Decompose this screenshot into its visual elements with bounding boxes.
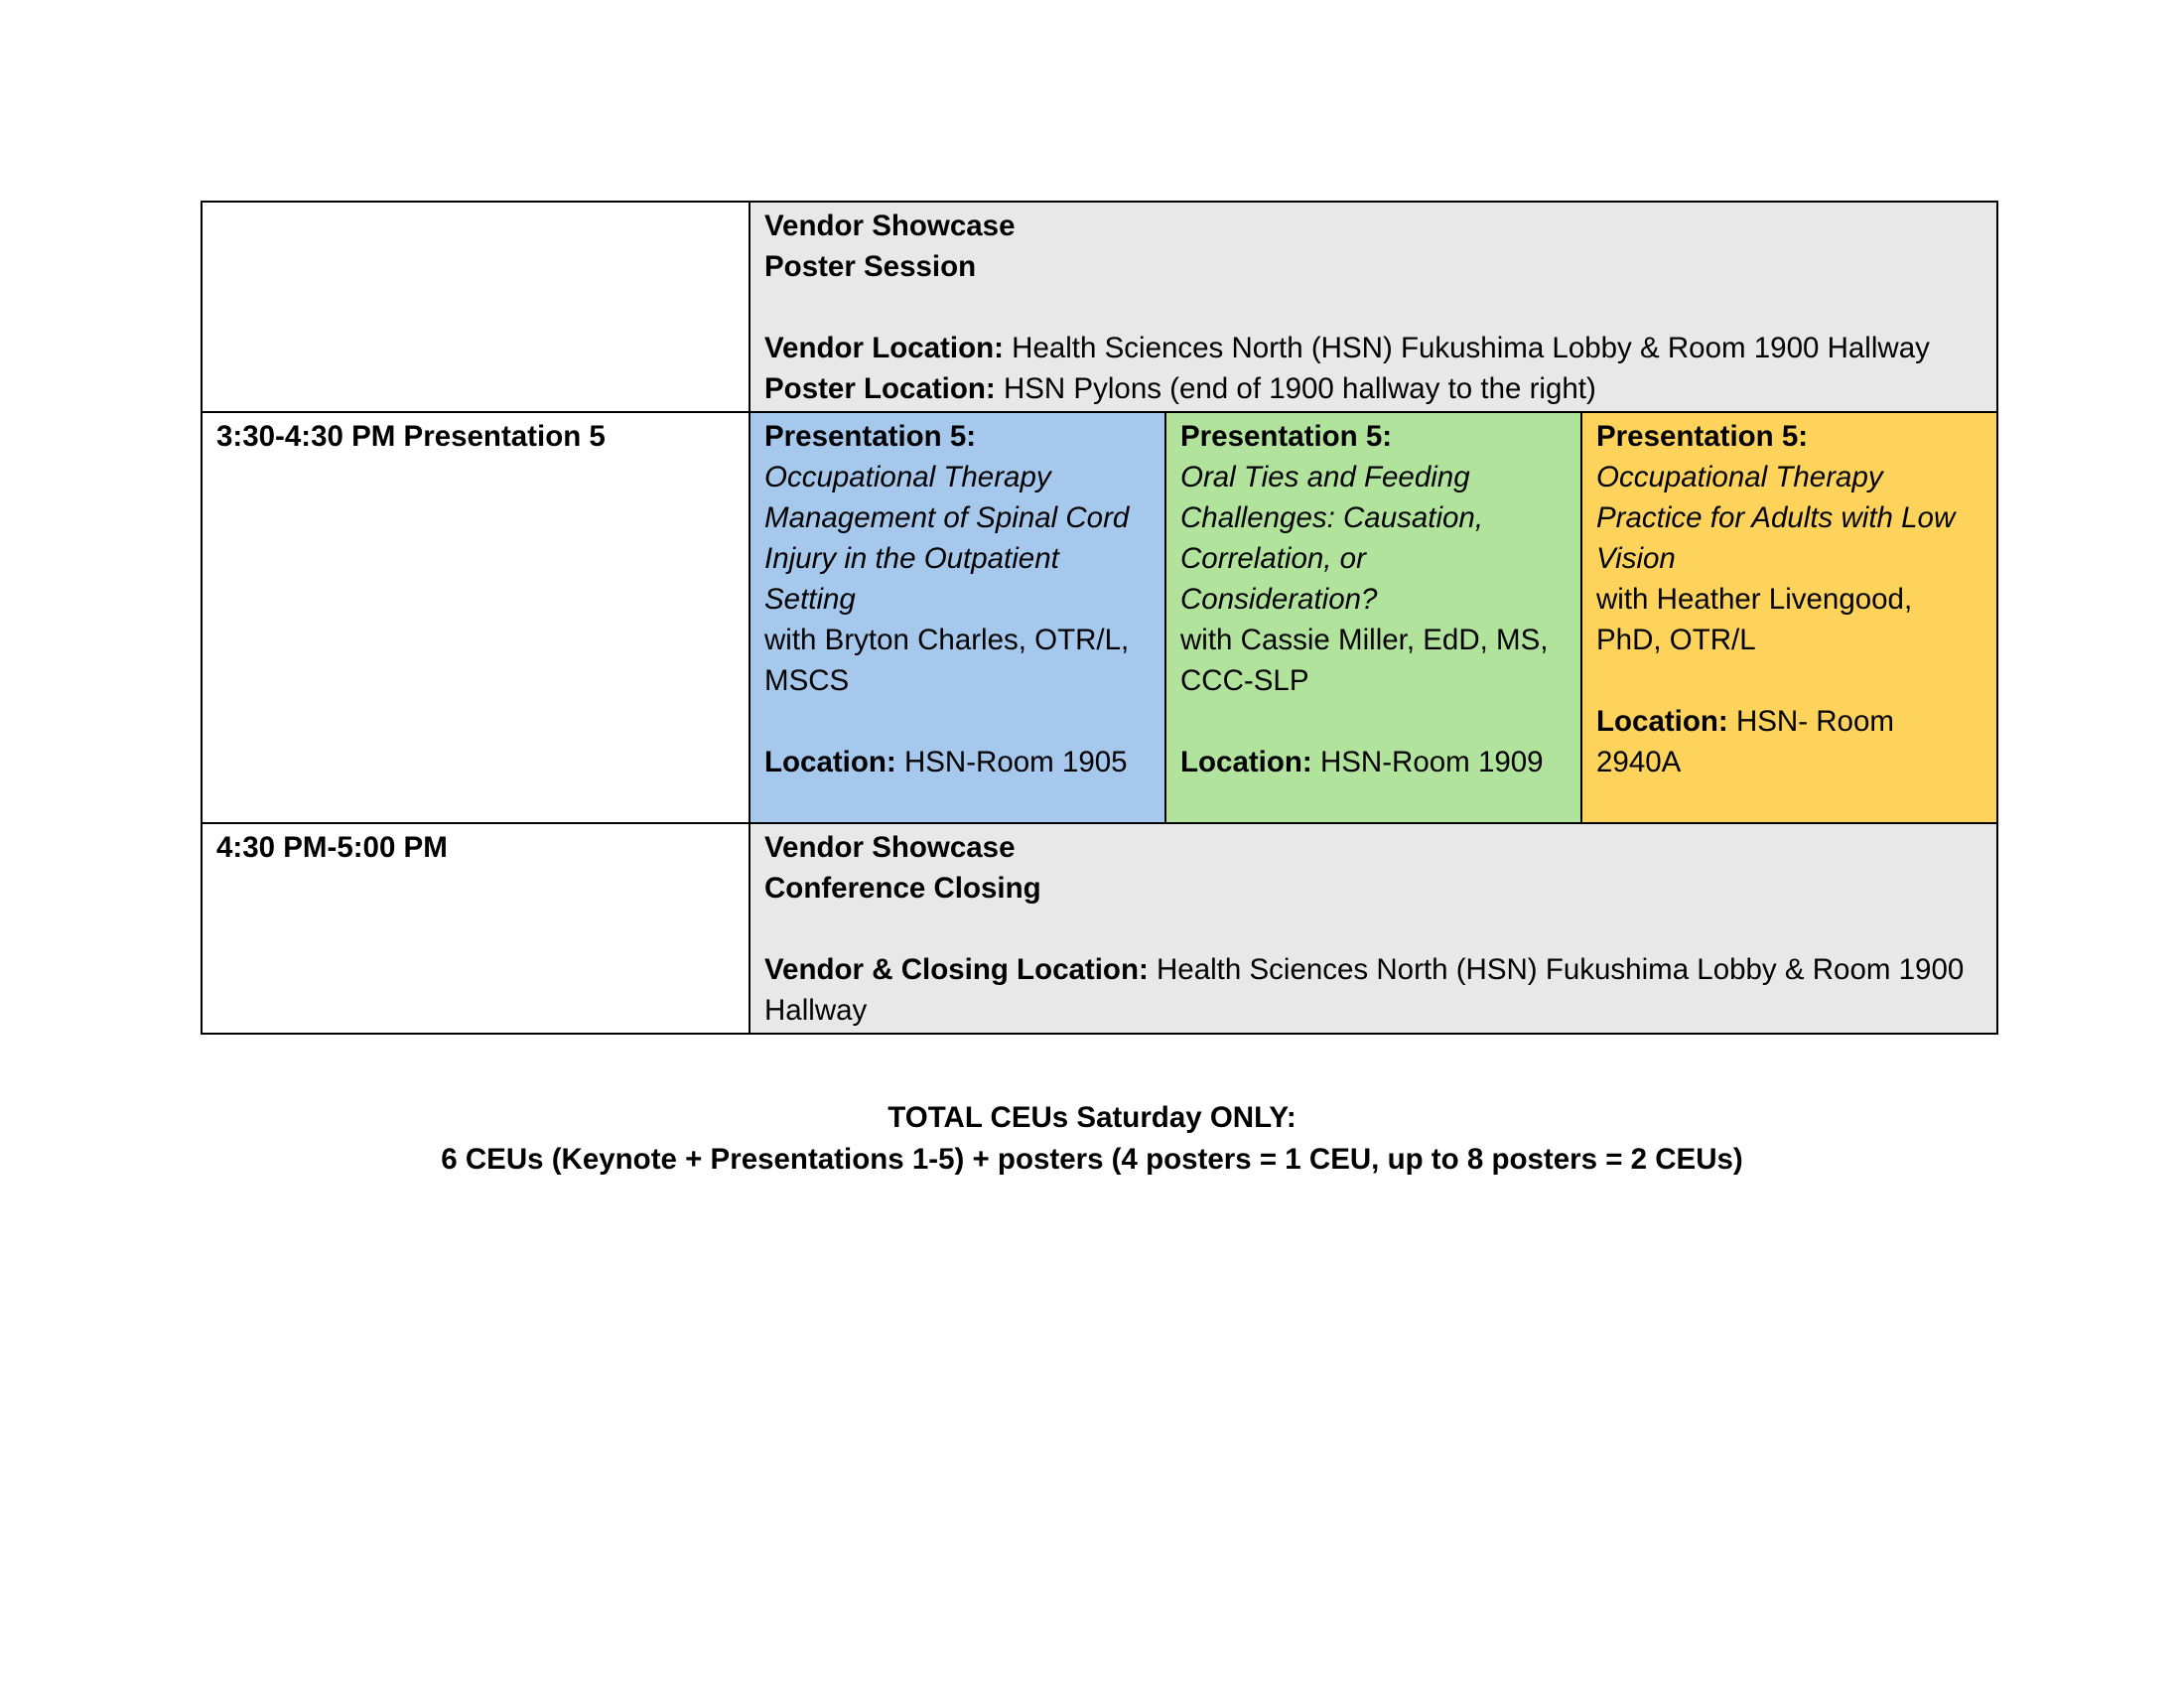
- ceu-summary-detail: 6 CEUs (Keynote + Presentations 1-5) + posters (4 posters = 1 CEU, up to 8 posters = 2 CEUs): [441, 1143, 1743, 1176]
- vendor-location: [764, 328, 1984, 368]
- vendor-location-value: Health Sciences North (HSN) Fukushima Lobby & Room 1900 Hallway: [1012, 332, 1930, 364]
- session-presenter: with Heather Livengood, PhD, OTR/L: [1596, 583, 1913, 656]
- session-title: Occupational Therapy Management of Spinal Cord Injury in the Outpatient Setting: [764, 461, 1130, 616]
- time-cell: 3:30-4:30 PM Presentation 5: [202, 412, 750, 823]
- session-location: [1596, 701, 1984, 782]
- session-title: Oral Ties and Feeding Challenges: Causation, Correlation, or Consideration?: [1180, 461, 1484, 616]
- session-location-value: HSN-Room 1905: [903, 746, 1128, 778]
- event-name: Conference Closing: [764, 872, 1041, 905]
- session-location-value: HSN- Room 2940A: [1596, 705, 1894, 778]
- session-location-label: Location:: [1596, 705, 1728, 738]
- session-heading: Presentation 5:: [764, 420, 977, 453]
- table-row: [202, 202, 1997, 412]
- table-row: [202, 823, 1997, 1034]
- session-cell-2: [1165, 412, 1581, 823]
- poster-location-label: Poster Location:: [764, 372, 996, 405]
- session-location-value: HSN-Room 1909: [1319, 746, 1544, 778]
- session-heading: Presentation 5:: [1596, 420, 1809, 453]
- session-location: [1180, 742, 1569, 782]
- time-cell: [202, 202, 750, 412]
- vendor-location-label: Vendor Location:: [764, 332, 1004, 364]
- time-cell: 4:30 PM-5:00 PM: [202, 823, 750, 1034]
- session-location: [764, 742, 1153, 782]
- poster-location-value: HSN Pylons (end of 1900 hallway to the right): [1003, 372, 1596, 405]
- session-title: Occupational Therapy Practice for Adults with Low Vision: [1596, 461, 1956, 575]
- session-location-label: Location:: [1180, 746, 1312, 778]
- event-name: Vendor Showcase: [764, 831, 1016, 864]
- vendor-poster-cell: [750, 202, 1997, 412]
- ceu-summary-title: TOTAL CEUs Saturday ONLY:: [887, 1101, 1297, 1134]
- event-name: Vendor Showcase: [764, 210, 1016, 242]
- session-presenter: with Bryton Charles, OTR/L, MSCS: [764, 624, 1130, 697]
- closing-location: [764, 949, 1984, 1031]
- closing-location-value: Health Sciences North (HSN) Fukushima Lobby & Room 1900 Hallway: [764, 953, 1965, 1027]
- ceu-summary: [0, 1097, 2184, 1181]
- closing-location-label: Vendor & Closing Location:: [764, 953, 1149, 986]
- table-row: [202, 412, 1997, 823]
- closing-cell: [750, 823, 1997, 1034]
- poster-location: [764, 368, 1984, 409]
- session-location-label: Location:: [764, 746, 896, 778]
- schedule-table: [201, 201, 1998, 1035]
- session-presenter: with Cassie Miller, EdD, MS, CCC-SLP: [1180, 624, 1549, 697]
- session-cell-3: [1581, 412, 1997, 823]
- event-name: Poster Session: [764, 250, 977, 283]
- session-cell-1: [750, 412, 1165, 823]
- session-heading: Presentation 5:: [1180, 420, 1393, 453]
